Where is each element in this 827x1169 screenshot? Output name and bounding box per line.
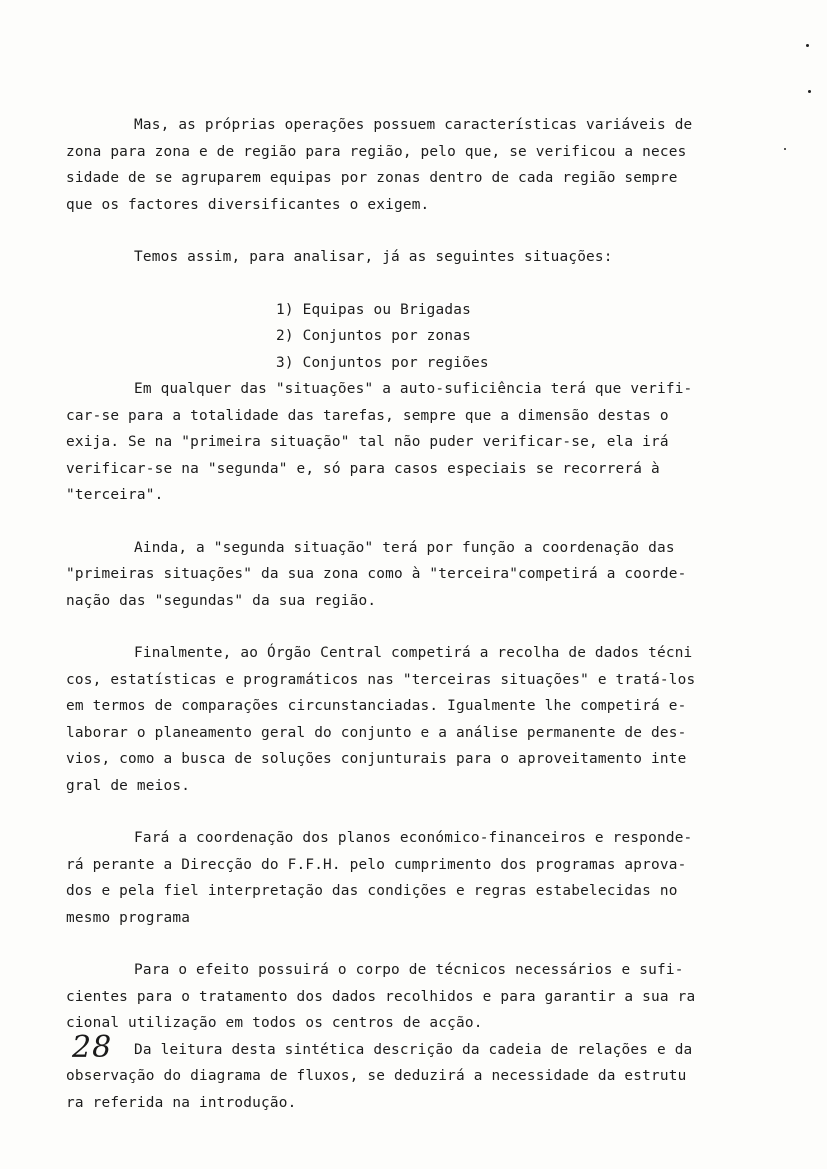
text-line: rá perante a Direcção do F.F.H. pelo cumprimento dos programas aprova- bbox=[66, 856, 687, 873]
paragraph bbox=[66, 112, 766, 218]
ink-speck bbox=[806, 44, 809, 47]
body-text bbox=[66, 112, 766, 1116]
ink-speck bbox=[808, 90, 811, 93]
text-line: ra referida na introdução. bbox=[66, 1094, 297, 1111]
page-number: 28 bbox=[72, 1030, 113, 1065]
text-line: que os factores diversificantes o exigem. bbox=[66, 196, 430, 213]
list-item: 1) Equipas ou Brigadas bbox=[276, 301, 472, 318]
paragraph bbox=[66, 376, 766, 509]
paragraph-gap bbox=[66, 931, 766, 957]
paragraph bbox=[66, 1037, 766, 1117]
paragraph bbox=[66, 825, 766, 931]
text-line: sidade de se agruparem equipas por zonas dentro de cada região sempre bbox=[66, 170, 678, 186]
text-line: "terceira". bbox=[66, 487, 164, 503]
text-line: dos e pela fiel interpretação das condições e regras estabelecidas no bbox=[66, 883, 678, 899]
text-line: Mas, as próprias operações possuem características variáveis de bbox=[134, 117, 693, 133]
text-line: laborar o planeamento geral do conjunto e a análise permanente de des- bbox=[66, 724, 687, 741]
text-line: Finalmente, ao Órgão Central competirá a recolha de dados técni bbox=[134, 645, 693, 661]
text-line: nação das "segundas" da sua região. bbox=[66, 592, 377, 609]
paragraph bbox=[66, 244, 766, 271]
paragraph-gap bbox=[66, 509, 766, 535]
paragraph bbox=[66, 535, 766, 615]
ink-speck bbox=[784, 148, 786, 150]
text-line: Da leitura desta sintética descrição da cadeia de relações e da bbox=[134, 1041, 693, 1058]
list-item: 2) Conjuntos por zonas bbox=[276, 328, 472, 344]
text-line: Para o efeito possuirá o corpo de técnicos necessários e sufi- bbox=[134, 962, 684, 978]
text-line: Fará a coordenação dos planos económico-financeiros e responde- bbox=[134, 830, 693, 846]
text-line: "primeiras situações" da sua zona como à "terceira"competirá a coorde- bbox=[66, 566, 687, 582]
text-line: vios, como a busca de soluções conjunturais para o aproveitamento inte bbox=[66, 751, 687, 767]
text-line: cional utilização em todos os centros de acção. bbox=[66, 1015, 483, 1031]
text-line: em termos de comparações circunstanciadas. Igualmente lhe competirá e- bbox=[66, 698, 687, 714]
list-item: 3) Conjuntos por regiões bbox=[276, 354, 489, 371]
paragraph bbox=[66, 957, 766, 1037]
text-line: cientes para o tratamento dos dados recolhidos e para garantir a sua ra bbox=[66, 988, 696, 1005]
text-line: Em qualquer das "situações" a auto-suficiência terá que verifi- bbox=[134, 381, 693, 397]
text-line: mesmo programa bbox=[66, 909, 191, 926]
text-line: zona para zona e de região para região, pelo que, se verificou a neces bbox=[66, 143, 687, 160]
text-line: gral de meios. bbox=[66, 777, 191, 794]
text-line: car-se para a totalidade das tarefas, sempre que a dimensão destas o bbox=[66, 407, 669, 424]
text-line: observação do diagrama de fluxos, se deduzirá a necessidade da estrutu bbox=[66, 1068, 687, 1084]
paragraph bbox=[66, 640, 766, 799]
paragraph-gap bbox=[66, 799, 766, 825]
paragraph-gap bbox=[66, 271, 766, 297]
text-line: exija. Se na "primeira situação" tal não puder verificar-se, ela irá bbox=[66, 434, 669, 450]
situations-list bbox=[66, 297, 766, 377]
text-line: verificar-se na "segunda" e, só para casos especiais se recorrerá à bbox=[66, 460, 660, 477]
paragraph-gap bbox=[66, 218, 766, 244]
text-line: cos, estatísticas e programáticos nas "terceiras situações" e tratá-los bbox=[66, 671, 696, 688]
paragraph-gap bbox=[66, 614, 766, 640]
text-line: Temos assim, para analisar, já as seguintes situações: bbox=[134, 249, 613, 265]
text-line: Ainda, a "segunda situação" terá por função a coordenação das bbox=[134, 539, 675, 556]
